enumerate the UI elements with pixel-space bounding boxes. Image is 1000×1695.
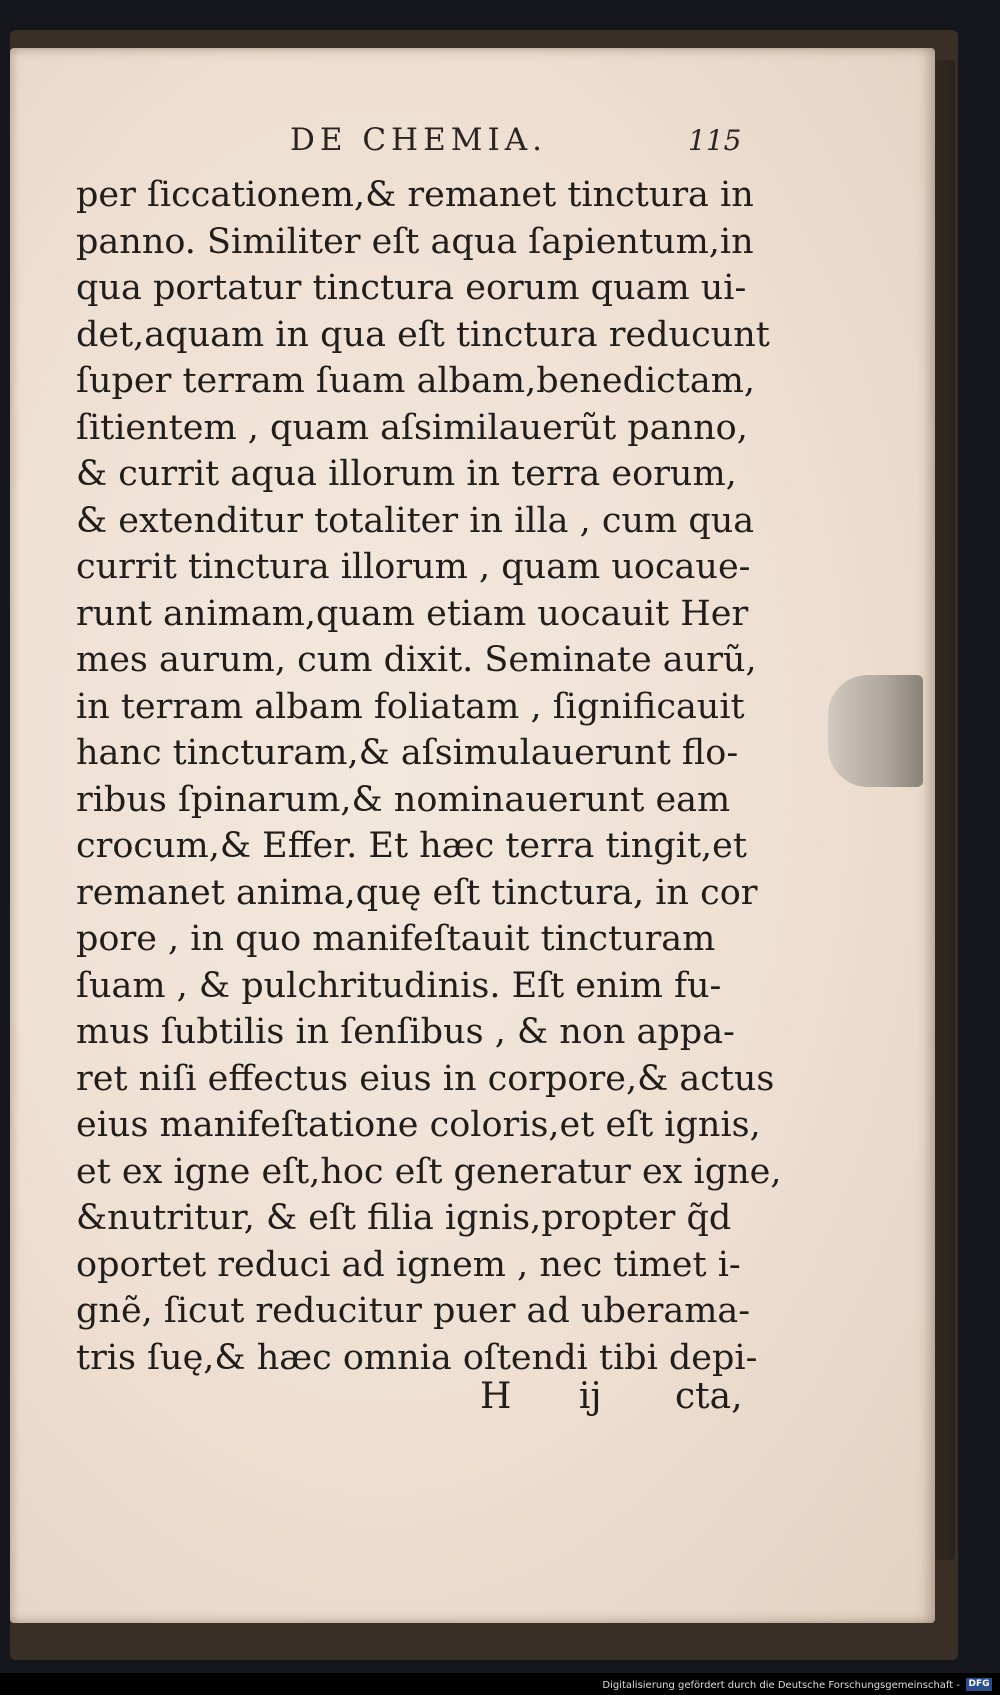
text-line: per ſiccationem,& remanet tinctura in [76,175,754,215]
footer-bar [0,1673,1000,1695]
text-line: gnẽ, ſicut reducitur puer ad uberama- [76,1291,751,1331]
page-header [290,122,760,162]
text-line: in terram albam foliatam , ſignificauit [76,686,745,727]
text-line: ribus ſpinarum,& nominauerunt eam [76,779,731,820]
signature-mark [480,1376,658,1417]
text-line: crocum,& Effer. Et hæc terra tingit,et [76,826,747,866]
text-line: tris ſuę,& hæc omnia oſtendi tibi depi- [76,1337,758,1378]
text-line: ret niſi effectus eius in corpore,& actus [76,1058,775,1099]
text-line: currit tinctura illorum , quam uocaue- [76,547,751,587]
running-title: DE CHEMIA. [290,122,547,158]
signature-letter: H [480,1376,512,1417]
text-line: & currit aqua illorum in terra eorum, [76,454,737,494]
text-line: hanc tincturam,& aſsimulauerunt flo- [76,733,739,773]
text-line: mus ſubtilis in ſenſibus , & non appa- [76,1012,735,1052]
text-line: runt animam,quam etiam uocauit Her [76,593,749,634]
text-line: oportet reduci ad ignem , nec timet i- [76,1244,741,1285]
body-text [76,172,782,1381]
text-line: et ex igne eſt,hoc eſt generatur ex igne, [76,1151,782,1192]
text-line: mes aurum, cum dixit. Seminate aurũ, [76,640,757,680]
text-line: eius manifeſtatione coloris,et eſt ignis, [76,1105,761,1145]
text-line: qua portatur tinctura eorum quam ui- [76,268,747,308]
page-clip [828,675,923,787]
catchword: cta, [675,1376,743,1417]
text-line: & extenditur totaliter in illa , cum qua [76,500,755,541]
text-line: &nutritur, & eſt filia ignis,propter q̃d [76,1198,732,1238]
text-line: pore , in quo manifeſtauit tincturam [76,919,716,959]
folio-number: 115 [688,124,742,157]
text-line: ſitientem , quam aſsimilauerũt panno, [76,407,748,448]
dfg-logo: DFG [966,1678,992,1691]
text-line: ſuper terram ſuam albam,benedictam, [76,361,756,401]
signature-number: ij [578,1376,602,1417]
text-line: det,aquam in qua eſt tinctura reducunt [76,314,770,355]
text-line: ſuam , & pulchritudinis. Eſt enim fu- [76,965,722,1006]
funding-credit: Digitalisierung gefördert durch die Deutsche Forschungsgemeinschaft - [602,1680,960,1691]
text-line: remanet anima,quę eſt tinctura, in cor [76,872,758,913]
text-line: panno. Similiter eſt aqua ſapientum,in [76,221,754,262]
